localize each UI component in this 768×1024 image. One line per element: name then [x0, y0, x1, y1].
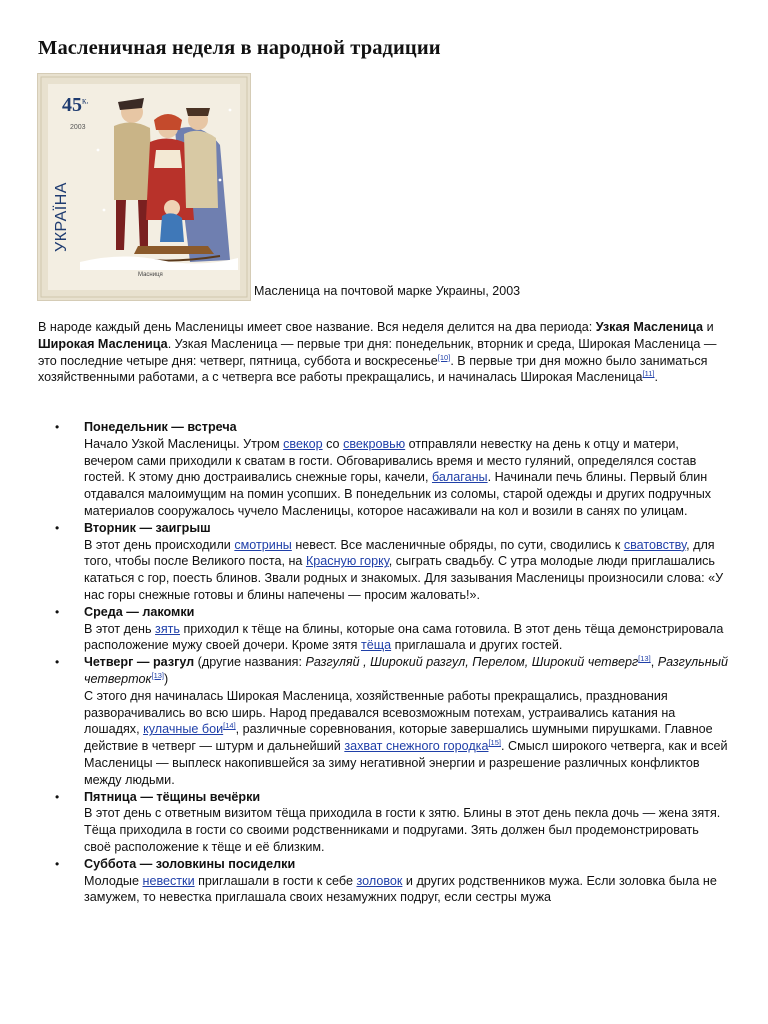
- list-item-saturday: [38, 856, 728, 906]
- link-snezhny-gorodok[interactable]: захват снежного городка: [344, 739, 489, 754]
- day-description: Молодые невестки приглашали в гости к себе золовок и других родственников мужа. Если золовка была не замужем, то невестка приглашала своих незамужних подруг, если сестры мужа: [84, 873, 717, 905]
- day-heading: Четверг — разгул: [84, 655, 195, 670]
- footnote-link[interactable]: [10]: [437, 352, 451, 362]
- day-heading: Понедельник — встреча: [84, 420, 237, 434]
- list-item-friday: [38, 789, 728, 856]
- day-description: Начало Узкой Масленицы. Утром свекор со свекровью отправляли невестку на день к отцу и матери, вечером сами приходили к сватам в гости. Обговаривались время и место гуляний, определялся состав гостей. К этому дню достраивались снежные горы, качели, балаганы. Начинали печь блины. Первый блин отдавался малоимущим на помин усопших. В понедельник из соломы, старой одежды и других подручных материалов сооружалось чучело Масленицы, которое насаживали на кол и возили в санях по улицам.: [84, 436, 712, 518]
- link-tyoshcha[interactable]: тёща: [360, 638, 392, 653]
- day-description: С этого дня начиналась Широкая Масленица, хозяйственные работы прекращались, празднования разворачивались во всю ширь. Народ предавался всевозможным потехам, устраивались катания на лошадях, кулачные бои[14], различные соревнования, которые завершались шумными пирушками. Главное действие в четверг — штурм и дальнейший захват снежного городка[15]. Смысл широкого четверга, как и всей Масленицы — выплеск накопившейся за зиму негативной энергии и разрешение различных конфликтов между людьми.: [84, 688, 728, 787]
- footnote-link[interactable]: [14]: [223, 721, 236, 731]
- footnote-link[interactable]: [11]: [642, 369, 655, 379]
- day-description: В этот день происходили смотрины невест. Все масленичные обряды, по сути, сводились к сватовству, для того, чтобы после Великого поста, на Красную горку, сыграть свадьбу. С утра молодые люди приглашались кататься с гор, поесть блинов. Звали родных и знакомых. Для зазывания Масленицы произносили слова: «У нас горы снежные готовы и блины напечены — просим жаловать!».: [84, 537, 724, 602]
- link-krasnaya-gorka[interactable]: Красную горку: [305, 554, 389, 569]
- page-title: Масленичная неделя в народной традиции: [38, 37, 441, 59]
- link-zolovok[interactable]: золовок: [356, 873, 403, 888]
- footnote-link[interactable]: [13]: [638, 654, 651, 664]
- link-svekor[interactable]: свекор: [283, 436, 323, 451]
- link-balagany[interactable]: балаганы: [431, 470, 488, 485]
- stamp-year: 2003: [70, 124, 86, 131]
- day-heading: Суббота — золовкины посиделки: [84, 856, 296, 871]
- days-list: [38, 419, 728, 906]
- stamp-country: УКРАЇНА: [53, 182, 70, 252]
- alt-names: Разгуляй , Широкий разгул, Перелом, Широкий четверг: [305, 655, 639, 670]
- intro-paragraph: В народе каждый день Масленицы имеет свое название. Вся неделя делится на два периода: Узкая Масленица и Широкая Масленица. Узкая Масленица — первые три дня: понедельник, вторник и среда, Широкая Масленица — это последние четыре дня: четверг, пятница, суббота и воскресенье[10]. В первые три дня можно было заниматься хозяйственными работами, а с четверга все работы прекращались, и начиналась Широкая Масленица[11].: [38, 320, 717, 385]
- link-svatovstvo[interactable]: сватовству: [623, 537, 687, 552]
- term-uzkaya: Узкая Масленица: [595, 320, 704, 334]
- term-shirokaya: Широкая Масленица: [38, 336, 168, 351]
- day-heading: Среда — лакомки: [84, 604, 195, 619]
- stamp-frame: [48, 84, 240, 290]
- footnote-link[interactable]: [13]: [151, 670, 164, 680]
- list-item-wednesday: [38, 604, 728, 654]
- day-description: В этот день зять приходил к тёще на блины, которые она сама готовила. В этот день тёща демонстрировала расположение мужу своей дочери. Кроме зятя тёща приглашала и других гостей.: [84, 621, 724, 653]
- stamp-illustration: [80, 90, 238, 270]
- stamp-caption: Масниця: [138, 272, 163, 278]
- link-kulachnye-boi[interactable]: кулачные бои: [143, 722, 224, 737]
- footnote-link[interactable]: [15]: [488, 738, 501, 748]
- link-zyat[interactable]: зять: [155, 621, 180, 636]
- list-item-monday: [38, 419, 728, 520]
- day-heading: Пятница — тёщины вечёрки: [84, 789, 261, 804]
- link-svekrov[interactable]: свекровью: [343, 436, 406, 451]
- link-nevestki[interactable]: невестки: [142, 873, 195, 888]
- stamp-denomination: $45^{к.}$: [62, 94, 89, 116]
- alt-name-last: Разгульный четверток: [84, 655, 728, 686]
- stamp-figure: [38, 74, 728, 304]
- stamp-image[interactable]: [38, 74, 250, 300]
- day-heading: Вторник — заигрыш: [84, 520, 211, 535]
- list-item-tuesday: [38, 520, 728, 604]
- list-item-thursday: • Четверг — разгул (другие названия: Разгуляй , Широкий разгул, Перелом, Широкий четверг[13], Разгульный четверток[13]) С этого дня начиналась Широкая Масленица, хозяйственные работы прекращались, празднования разворачивались во всю ширь. Народ предавался всевозможным потехам, устраивались катания на лошадях, кулачные бои[14], различные соревнования, которые завершались шумными пирушками. Главное действие в четверг — штурм и дальнейший захват снежного городка[15]. Смысл широкого четверга, как и всей Масленицы — выплеск накопившейся за зиму негативной энергии и разрешение различных конфликтов между людьми.: [38, 654, 728, 788]
- day-description: В этот день с ответным визитом тёща приходила в гости к зятю. Блины в этот день пекла дочь — жена зятя. Тёща приходила в гости со своими родственниками и подругами. Зять должен был продемонстрировать своё расположение к тёще и её близким.: [84, 806, 721, 854]
- image-caption: Масленица на почтовой марке Украины, 2003: [254, 284, 521, 298]
- link-smotriny[interactable]: смотрины: [234, 537, 292, 552]
